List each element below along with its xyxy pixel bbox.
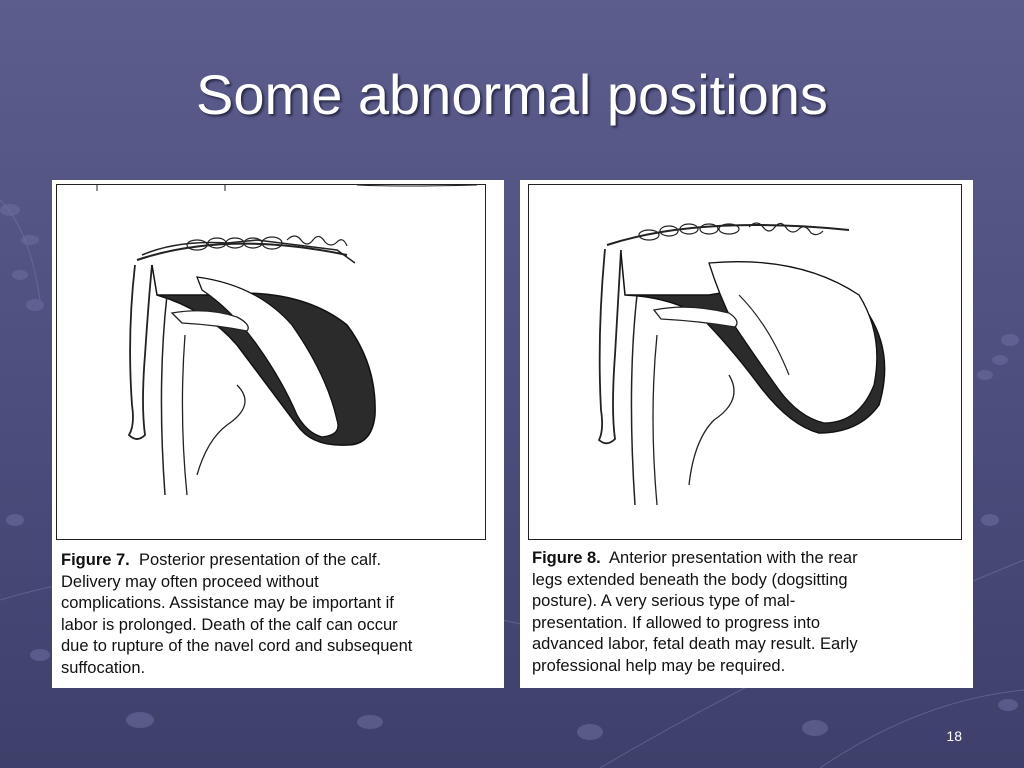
- figure-7-drawing: [56, 184, 486, 540]
- figure-8-caption-line: professional help may be required.: [532, 656, 786, 675]
- figure-8-drawing: [528, 184, 962, 540]
- figure-8-caption: [532, 548, 964, 677]
- figure-8-label: Figure 8.: [532, 549, 601, 567]
- calf-posterior-illustration: [57, 185, 485, 539]
- figure-7-caption-line: Posterior presentation of the calf.: [138, 551, 382, 569]
- figure-7-caption-line: suffocation.: [61, 658, 146, 677]
- calf-dogsitting-illustration: [529, 185, 961, 539]
- figure-7-caption-line: labor is prolonged. Death of the calf can occur: [61, 615, 398, 634]
- figure-8-caption-line: advanced labor, fetal death may result. Early: [532, 635, 858, 653]
- figure-8-caption-line: presentation. If allowed to progress into: [532, 613, 821, 632]
- page-number: 18: [946, 728, 962, 744]
- figure-7-caption-line: Delivery may often proceed without: [61, 572, 319, 591]
- figure-7-panel: [52, 180, 504, 688]
- figure-8-caption-line: posture). A very serious type of mal-: [532, 592, 796, 610]
- figure-7-label: Figure 7.: [61, 551, 130, 569]
- figure-8-caption-line: Anterior presentation with the rear: [609, 549, 858, 567]
- figure-8-caption-line: legs extended beneath the body (dogsitting: [532, 570, 848, 589]
- figure-7-caption-line: complications. Assistance may be important if: [61, 594, 394, 612]
- figure-7-caption: [61, 550, 501, 679]
- figure-8-panel: [520, 180, 973, 688]
- figure-7-caption-line: due to rupture of the navel cord and subsequent: [61, 637, 413, 655]
- slide-title: Some abnormal positions: [196, 63, 828, 126]
